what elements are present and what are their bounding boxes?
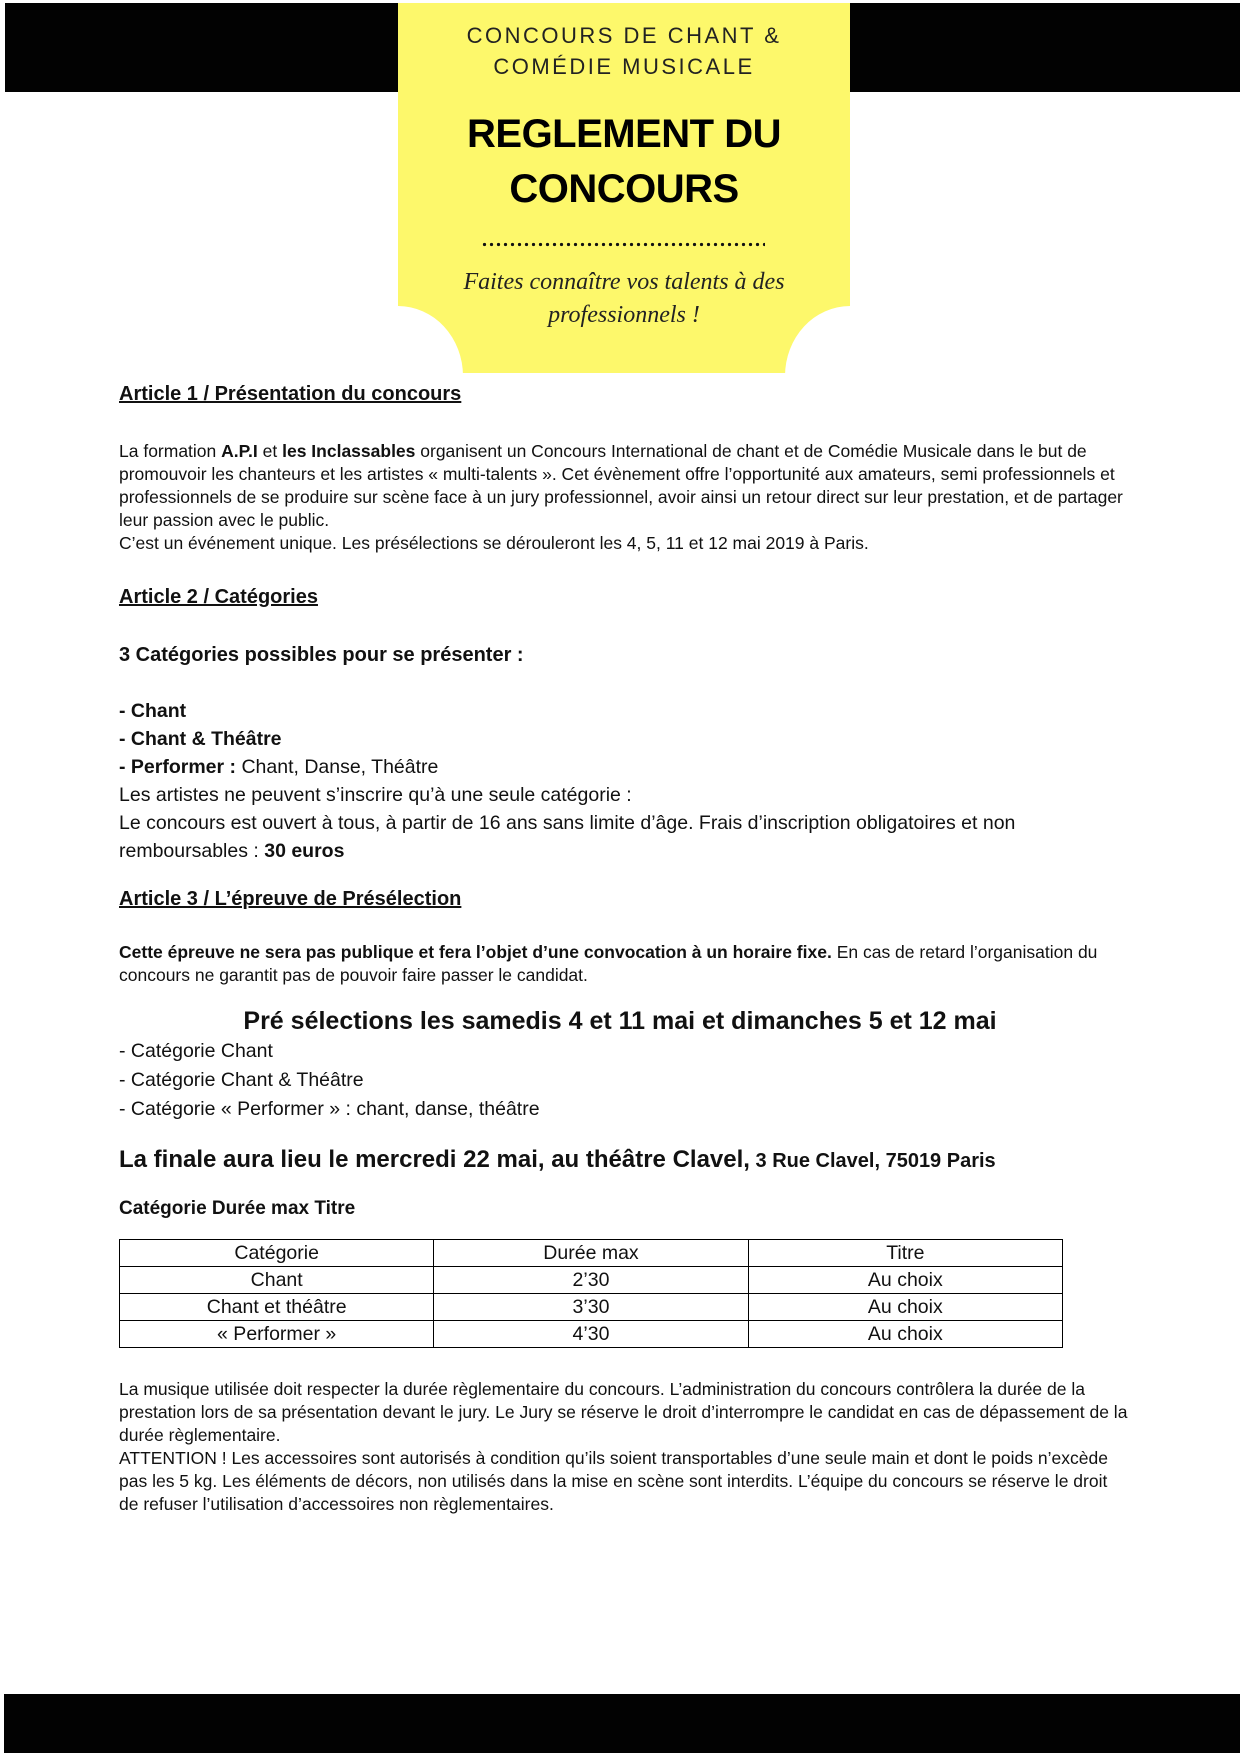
table-header-row [120,1240,1063,1267]
dotted-divider [481,242,765,247]
text-run: et [257,441,283,461]
preselection-item: - Catégorie « Performer » : chant, danse, théâtre [119,1098,540,1120]
article-3-heading: Article 3 / L’épreuve de Présélection [119,888,462,910]
registration-fee: 30 euros [264,840,345,862]
finale-info [119,1144,1129,1177]
text-run: organisent un Concours International de chant et de Comédie Musicale dans le but de promouvoir les chanteurs et les artistes « multi-talents ». Cet évènement offre l’opportunité aux amateurs, semi professionnels et professionnels de se produire sur scène face à un jury professionnel, avoir ainsi un retour direct sur leur prestation, et de partager leur passion avec le public. [119,441,1123,530]
table-cell: Au choix [748,1267,1062,1294]
category-label: - Chant [119,700,187,722]
category-item [119,725,1129,753]
category-item [119,697,1129,725]
durations-table [119,1239,1063,1348]
card-kicker [398,20,850,82]
title-card [398,3,850,373]
single-category-note: Les artistes ne peuvent s’inscrire qu’à une seule catégorie : [119,784,632,806]
table-header-cell: Titre [748,1240,1062,1267]
article-1-heading: Article 1 / Présentation du concours [119,383,462,405]
table-row [120,1267,1063,1294]
tagline-line-2: professionnels ! [548,302,700,328]
org-inclassables: les Inclassables [282,441,416,461]
card-tagline [418,266,830,332]
finale-address: 3 Rue Clavel, 75019 Paris [749,1150,996,1172]
kicker-line-1: CONCOURS DE CHANT & [466,23,782,48]
kicker-line-2: COMÉDIE MUSICALE [493,54,755,79]
text-run: En cas de retard l’organisation du concours ne garantit pas de pouvoir faire passer le candidat. [119,942,1098,985]
table-header-cell: Catégorie [120,1240,434,1267]
table-cell: « Performer » [120,1321,434,1348]
categories-subheading: 3 Catégories possibles pour se présenter : [119,644,524,666]
table-header-cell: Durée max [434,1240,748,1267]
title-line-1: REGLEMENT DU [467,112,781,156]
category-item [119,753,1129,781]
eligibility-note [119,809,1129,865]
accessories-rules-paragraph: ATTENTION ! Les accessoires sont autorisés à condition qu’ils soient transportables d’une seule main et dont le poids n’excède pas les 5 kg. Les éléments de décors, non utilisés dans la mise en scène sont interdits. L’équipe du concours se réserve le droit de refuser l’utilisation d’accessoires non règlementaires. [119,1448,1108,1514]
category-label: - Performer : [119,756,237,778]
preselection-item: - Catégorie Chant [119,1040,273,1062]
text-run: Cette épreuve ne sera pas publique et fera l’objet d’une convocation à un horaire fixe. [119,942,832,962]
article-3-paragraph [119,941,1129,987]
preselection-heading: Pré sélections les samedis 4 et 11 mai et dimanches 5 et 12 mai [243,1007,997,1035]
category-label: - Chant & Théâtre [119,728,282,750]
table-cell: 4’30 [434,1321,748,1348]
page-title [398,107,850,217]
org-api: A.P.I [221,441,258,461]
table-cell: Chant et théâtre [120,1294,434,1321]
preselection-item: - Catégorie Chant & Théâtre [119,1069,364,1091]
tagline-line-1: Faites connaître vos talents à des [463,269,785,295]
category-detail: Chant, Danse, Théâtre [236,756,439,778]
article-1-paragraph [119,440,1129,532]
table-cell: Au choix [748,1294,1062,1321]
table-row [120,1321,1063,1348]
bottom-black-band [4,1694,1240,1753]
table-cell: Chant [120,1267,434,1294]
music-rules-paragraph: La musique utilisée doit respecter la durée règlementaire du concours. L’administration du concours contrôlera la durée de la prestation lors de sa présentation devant le jury. Le Jury se réserve le droit d’interrompre le candidat en cas de dépassement de la durée règlementaire. [119,1379,1128,1445]
article-1-dates: C’est un événement unique. Les présélections se dérouleront les 4, 5, 11 et 12 mai 2019 à Paris. [119,533,869,553]
table-cell: Au choix [748,1321,1062,1348]
table-caption: Catégorie Durée max Titre [119,1198,356,1219]
text-run: La formation [119,441,222,461]
document-body [119,380,1129,1516]
text-run: Le concours est ouvert à tous, à partir de 16 ans sans limite d’âge. Frais d’inscription obligatoires et non remboursables : [119,812,1016,862]
table-row [120,1294,1063,1321]
finale-main: La finale aura lieu le mercredi 22 mai, au théâtre Clavel, [119,1146,750,1173]
table-cell: 2’30 [434,1267,748,1294]
table-cell: 3’30 [434,1294,748,1321]
article-2-heading: Article 2 / Catégories [119,586,318,608]
title-line-2: CONCOURS [509,167,739,211]
